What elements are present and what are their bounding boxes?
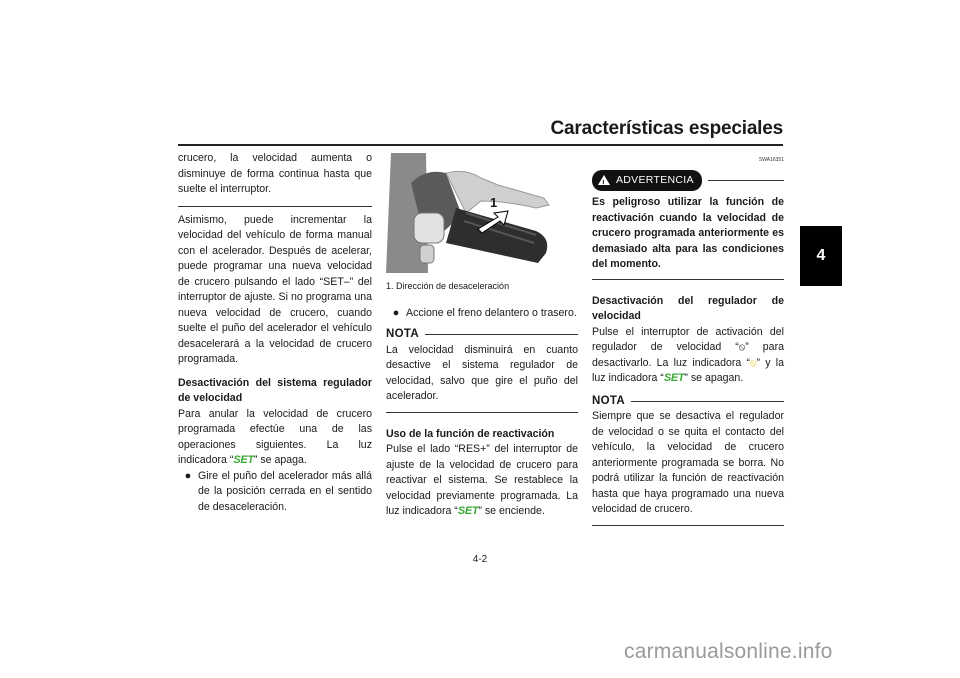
cruise-indicator-yellow-icon: ⦸ — [750, 357, 757, 369]
set-indicator-icon: SET — [457, 505, 479, 517]
paragraph: Pulse el interruptor de activación del regulador de velocidad “⦸” para desactivarlo. La luz indicadora “⦸” y la luz indicadora “SET” se apagan. — [592, 325, 784, 387]
paragraph: Asimismo, puede incrementar la velocidad del vehículo de forma manual con el acelerador. Después de acelerar, puede programar una nueva velocidad de crucero pulsando el lado “SET–” del interruptor de ajuste. Si no programa una nueva velocidad de crucero, cuando suelte el puño del acelerador el vehículo desacelerará a la velocidad de crucero programada. — [178, 213, 372, 365]
paragraph: Pulse el lado “RES+” del interruptor de ajuste de la velocidad de crucero para reactivar el sistema. Se restablece la velocidad previamente programada. La luz indicadora “SET” se enciende. — [386, 442, 578, 520]
paragraph: Para anular la velocidad de crucero programada efectúe una de las operaciones siguientes. La luz indicadora “SET” se apaga. — [178, 407, 372, 469]
page-number: 4-2 — [472, 554, 488, 565]
note-text: La velocidad disminuirá en cuanto desactive el sistema regulador de velocidad, salvo que gire el puño del acelerador. — [386, 343, 578, 402]
middle-column — [386, 279, 578, 520]
cruise-control-icon: ⦸ — [738, 342, 746, 353]
warning-header — [592, 170, 784, 192]
divider — [386, 412, 578, 413]
warning-triangle-icon: ! — [598, 175, 610, 185]
divider — [592, 525, 784, 526]
set-indicator-icon: SET — [233, 454, 254, 466]
watermark: carmanualsonline.info — [624, 640, 833, 663]
warning-text: Es peligroso utilizar la función de reactivación cuando la velocidad de crucero programada anteriormente es demasiado alta para las condiciones del momento. — [592, 196, 784, 270]
reference-code: SWA16351 — [758, 157, 784, 163]
section-tab: 4 — [800, 226, 842, 286]
list-item: ● Gire el puño del acelerador más allá de la posición cerrada en el sentido de desaceleración. — [178, 469, 372, 516]
divider — [592, 279, 784, 280]
right-column — [592, 153, 784, 526]
section-heading: Desactivación del regulador de velocidad — [592, 294, 784, 322]
page-title: Características especiales — [550, 118, 783, 139]
figure-caption: 1. Dirección de desaceleración — [386, 281, 510, 291]
handlebar-figure — [386, 153, 554, 273]
header-rule — [178, 144, 783, 146]
note-header: NOTA — [592, 394, 784, 410]
left-column — [178, 151, 372, 515]
section-heading: Uso de la función de reactivación — [386, 427, 555, 440]
bullet-icon: ● — [392, 306, 400, 319]
throttle-grip-illustration — [386, 153, 554, 273]
paragraph: crucero, la velocidad aumenta o disminuye de forma continua hasta que suelte el interruptor. — [178, 152, 372, 195]
bullet-icon: ● — [184, 469, 192, 482]
warning-badge: ! ADVERTENCIA — [592, 170, 702, 192]
divider — [178, 206, 372, 207]
section-heading: Desactivación del sistema regulador de velocidad — [178, 376, 372, 404]
note-header: NOTA — [386, 327, 578, 343]
figure-callout-label: 1 — [490, 195, 498, 210]
set-indicator-icon: SET — [663, 372, 685, 384]
list-item: ● Accione el freno delantero o trasero. — [386, 306, 578, 322]
note-text: Siempre que se desactiva el regulador de velocidad o se quita el contacto del vehículo, la velocidad de crucero anteriormente programada se borra. No podrá utilizar la función de reactivación hasta que haya programado una nueva velocidad de crucero. — [592, 410, 784, 515]
